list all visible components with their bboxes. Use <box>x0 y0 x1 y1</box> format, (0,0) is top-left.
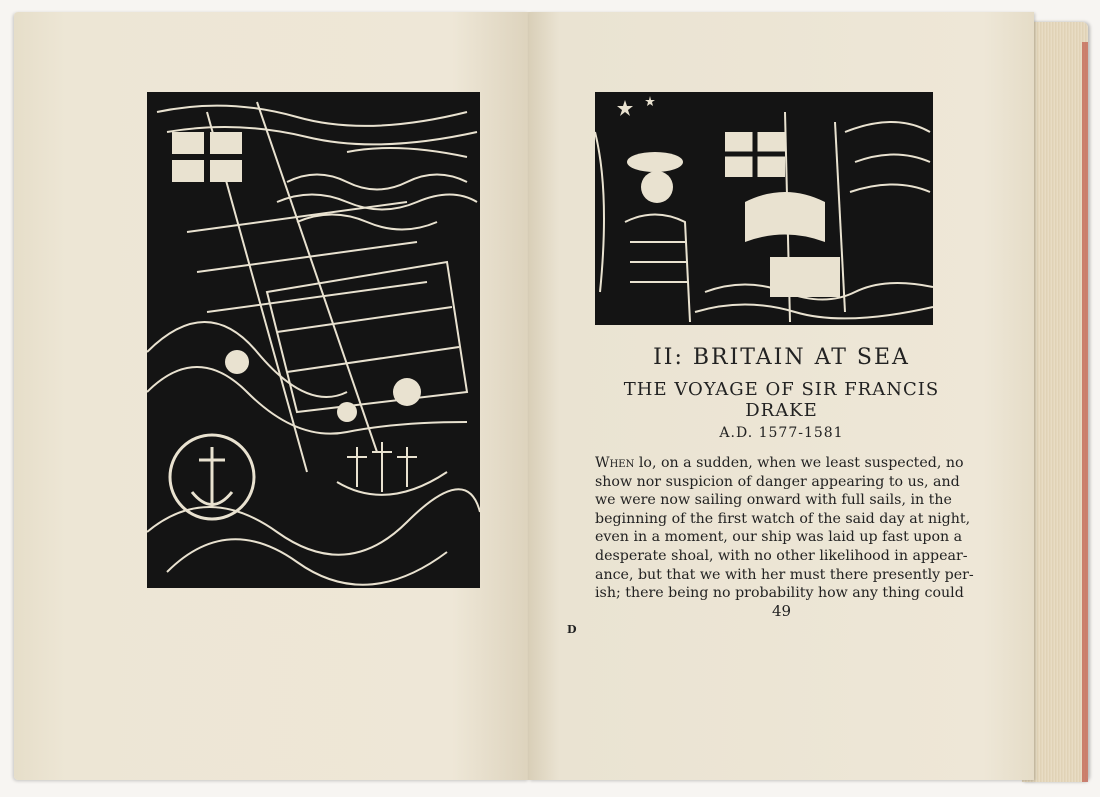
body-text <box>595 454 974 603</box>
text-line: beginning of the first watch of the said day at night, <box>595 510 971 527</box>
section-title-line-2: DRAKE <box>745 400 818 421</box>
section-title-line-1: THE VOYAGE OF SIR FRANCIS <box>623 379 940 400</box>
date-range: A.D. 1577-1581 <box>719 425 844 441</box>
woodcut-storm-ship-icon <box>147 92 480 588</box>
text-line: we were now sailing onward with full sails, in the <box>595 492 952 509</box>
woodcut-drake-ship-icon <box>595 92 933 325</box>
drop-word: When <box>595 455 635 471</box>
text-line: ish; there being no probability how any thing could <box>595 585 964 602</box>
text-line: show nor suspicion of danger appearing to us, and <box>595 473 960 490</box>
text-line: even in a moment, our ship was laid up fast upon a <box>595 529 963 546</box>
text-line: ance, but that we with her must there presently per- <box>595 566 974 583</box>
open-book <box>14 12 1088 784</box>
signature-mark: D <box>567 623 577 636</box>
text-line: desperate shoal, with no other likelihood in appear- <box>595 547 968 564</box>
chapter-title: II: BRITAIN AT SEA <box>653 345 910 370</box>
page-number: 49 <box>771 602 792 620</box>
left-page <box>14 12 529 780</box>
section-title <box>529 379 1034 421</box>
right-page <box>529 12 1034 780</box>
text-line: When lo, on a sudden, when we least suspected, no <box>595 455 964 471</box>
